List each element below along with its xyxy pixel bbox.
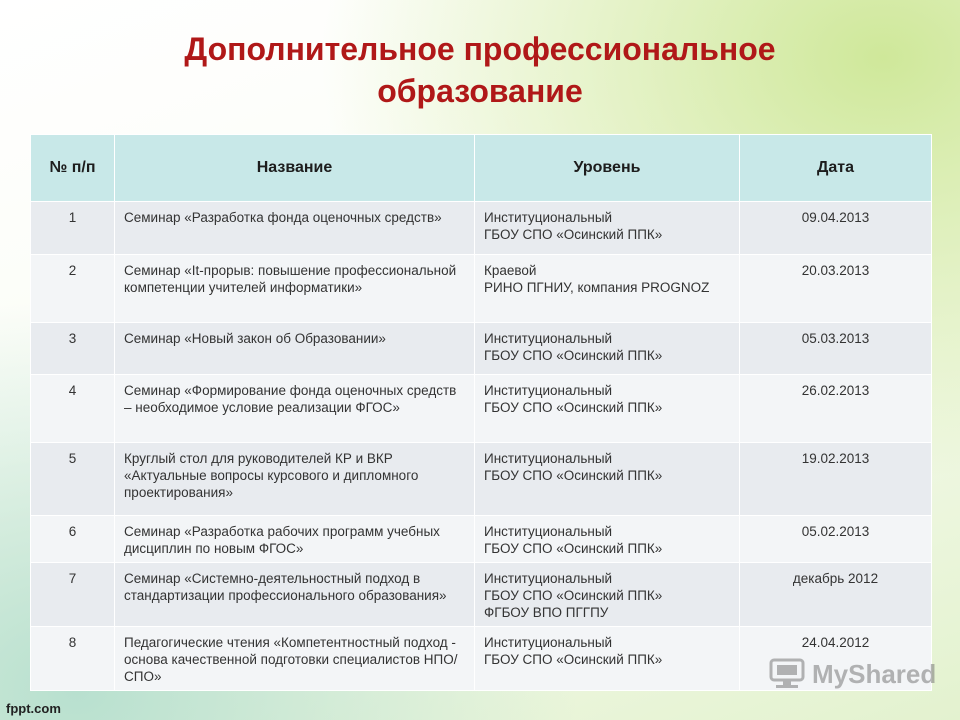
row-number: 4 <box>31 375 115 443</box>
level-line: ГБОУ СПО «Осинский ППК» <box>484 348 663 363</box>
column-header-level: Уровень <box>475 135 740 202</box>
event-date: 20.03.2013 <box>740 255 932 323</box>
event-name: Семинар «Системно-деятельностный подход в стандартизации профессионального образования» <box>115 563 475 627</box>
event-level <box>475 202 740 255</box>
level-line: ГБОУ СПО «Осинский ППК» <box>484 400 663 415</box>
level-line: Краевой <box>484 263 537 278</box>
event-level <box>475 323 740 375</box>
events-table <box>30 134 932 691</box>
event-level <box>475 443 740 516</box>
table-row <box>31 563 932 627</box>
row-number: 2 <box>31 255 115 323</box>
row-number: 5 <box>31 443 115 516</box>
level-line: РИНО ПГНИУ, компания PROGNOZ <box>484 280 710 295</box>
level-line: ФГБОУ ВПО ПГГПУ <box>484 605 609 620</box>
event-level <box>475 563 740 627</box>
event-name: Семинар «Формирование фонда оценочных средств – необходимое условие реализации ФГОС» <box>115 375 475 443</box>
title-line-2: образование <box>377 73 583 109</box>
event-date: 26.02.2013 <box>740 375 932 443</box>
event-date: 05.03.2013 <box>740 323 932 375</box>
event-name: Семинар «Разработка рабочих программ учебных дисциплин по новым ФГОС» <box>115 516 475 563</box>
event-name: Педагогические чтения «Компетентностный подход - основа качественной подготовки специалистов НПО/СПО» <box>115 627 475 691</box>
table-row <box>31 375 932 443</box>
table-row <box>31 323 932 375</box>
level-line: Институциональный <box>484 635 613 650</box>
event-level <box>475 375 740 443</box>
row-number: 8 <box>31 627 115 691</box>
table-row <box>31 255 932 323</box>
table-row <box>31 516 932 563</box>
event-date: декабрь 2012 <box>740 563 932 627</box>
event-name: Семинар «Разработка фонда оценочных средств» <box>115 202 475 255</box>
watermark <box>768 656 936 692</box>
level-line: Институциональный <box>484 331 613 346</box>
event-date: 09.04.2013 <box>740 202 932 255</box>
level-line: Институциональный <box>484 571 613 586</box>
row-number: 7 <box>31 563 115 627</box>
event-name: Семинар «It-прорыв: повышение профессиональной компетенции учителей информатики» <box>115 255 475 323</box>
column-header-num: № п/п <box>31 135 115 202</box>
event-date: 19.02.2013 <box>740 443 932 516</box>
event-date: 05.02.2013 <box>740 516 932 563</box>
event-level <box>475 516 740 563</box>
event-date: 24.04.2012 <box>740 627 932 691</box>
event-level <box>475 255 740 323</box>
row-number: 1 <box>31 202 115 255</box>
row-number: 6 <box>31 516 115 563</box>
footer-brand: fppt.com <box>6 701 61 716</box>
event-name: Круглый стол для руководителей КР и ВКР «Актуальные вопросы курсового и дипломного проектирования» <box>115 443 475 516</box>
column-header-date: Дата <box>740 135 932 202</box>
page-title <box>0 28 960 112</box>
title-line-1: Дополнительное профессиональное <box>184 31 776 67</box>
level-line: Институциональный <box>484 210 613 225</box>
table-row <box>31 443 932 516</box>
level-line: Институциональный <box>484 524 613 539</box>
table-header-row <box>31 135 932 202</box>
level-line: ГБОУ СПО «Осинский ППК» <box>484 588 663 603</box>
watermark-text: MyShared <box>812 658 937 689</box>
column-header-name: Название <box>115 135 475 202</box>
level-line: ГБОУ СПО «Осинский ППК» <box>484 652 663 667</box>
level-line: ГБОУ СПО «Осинский ППК» <box>484 541 663 556</box>
level-line: Институциональный <box>484 451 613 466</box>
table-row <box>31 202 932 255</box>
projector-icon <box>768 657 806 691</box>
level-line: ГБОУ СПО «Осинский ППК» <box>484 227 663 242</box>
level-line: ГБОУ СПО «Осинский ППК» <box>484 468 663 483</box>
event-name: Семинар «Новый закон об Образовании» <box>115 323 475 375</box>
event-level <box>475 627 740 691</box>
level-line: Институциональный <box>484 383 613 398</box>
table-body <box>31 202 932 691</box>
row-number: 3 <box>31 323 115 375</box>
